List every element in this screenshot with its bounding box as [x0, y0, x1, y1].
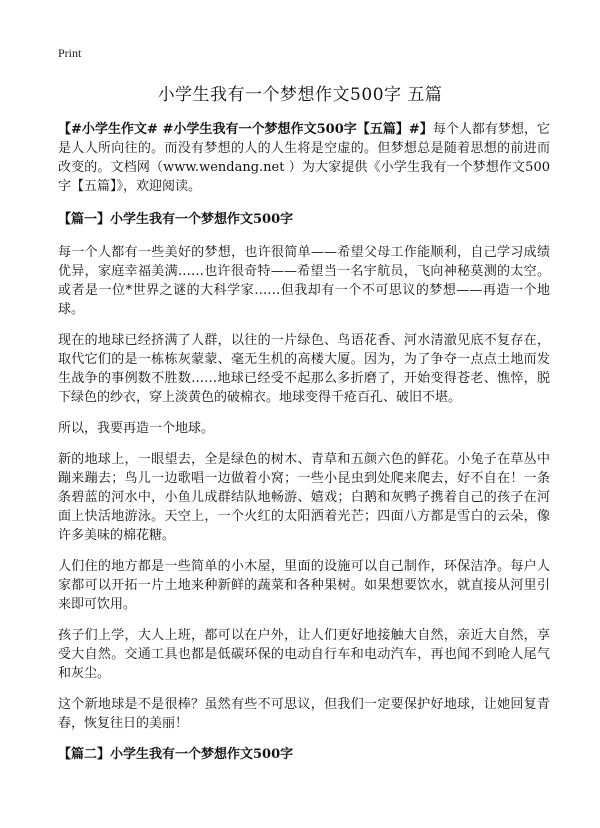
- section-heading-1: 【篇一】小学生我有一个梦想作文500字: [58, 212, 294, 227]
- intro-paragraph: [58, 120, 550, 196]
- paragraph-5: 人们住的地方都是一些简单的小木屋，里面的设施可以自己制作，环保洁净。每户人家都可以开拓一片土地来种新鲜的蔬菜和各种果树。如果想要饮水，就直接从河里引来即可饮用。: [58, 559, 550, 612]
- print-link[interactable]: Print: [58, 46, 82, 60]
- paragraph-7: 这个新地球是不是很棒？虽然有些不可思议，但我们一定要保护好地球，让她回复青春，恢复往日的美丽！: [58, 697, 550, 731]
- document-body: [58, 120, 550, 778]
- paragraph-6: 孩子们上学，大人上班，都可以在户外，让人们更好地接触大自然，亲近大自然，享受大自然。交通工具也都是低碳环保的电动自行车和电动汽车，再也闻不到呛人尾气和灰尘。: [58, 628, 550, 681]
- paragraph-2: 现在的地球已经挤满了人群，以往的一片绿色、鸟语花香、河水清澈见底不复存在，取代它们的是一栋栋灰蒙蒙、毫无生机的高楼大厦。因为，为了争夺一点点土地而发生战争的事例数不胜数……地球已经受不起那么多折磨了，开始变得苍老、憔悴，脱下绿色的纱衣，穿上淡黄色的破棉衣。地球变得千疮百孔、破旧不堪。: [58, 333, 550, 405]
- paragraph-4: 新的地球上，一眼望去，全是绿色的树木、青草和五颜六色的鲜花。小兔子在草丛中蹦来蹦去；鸟儿一边歌唱一边做着小窝；一些小昆虫到处爬来爬去，好不自在！一条条碧蓝的河水中，小鱼儿成群结队地畅游、嬉戏；白鹅和灰鸭子携着自己的孩子在河面上快活地游泳。天空上，一个火红的太阳洒着光芒；四面八方都是雪白的云朵，像许多美味的棉花糖。: [58, 452, 550, 543]
- intro-text: 每个人都有梦想，它是人人所向往的。而没有梦想的人的人生将是空虚的。但梦想总是随着思想的前进而改变的。文档网（www.wendang.net ）为大家提供《小学生我有一个梦想作文500字【五篇】》，欢迎阅读。: [58, 122, 550, 194]
- section-heading-2: 【篇二】小学生我有一个梦想作文500字: [58, 747, 294, 762]
- document-title: 小学生我有一个梦想作文500字 五篇: [157, 85, 443, 105]
- paragraph-3: 所以，我要再造一个地球。: [58, 421, 215, 436]
- intro-tag: 【#小学生作文# #小学生我有一个梦想作文500字【五篇】#】: [58, 122, 433, 137]
- paragraph-1: 每一个人都有一些美好的梦想，也许很简单——希望父母工作能顺利，自己学习成绩优异，家庭幸福美满……也许很奇特——希望当一名宇航员，飞向神秘莫测的太空。或者是一位*世界之谜的大科学家……但我却有一个不可思议的梦想——再造一个地球。: [58, 245, 550, 317]
